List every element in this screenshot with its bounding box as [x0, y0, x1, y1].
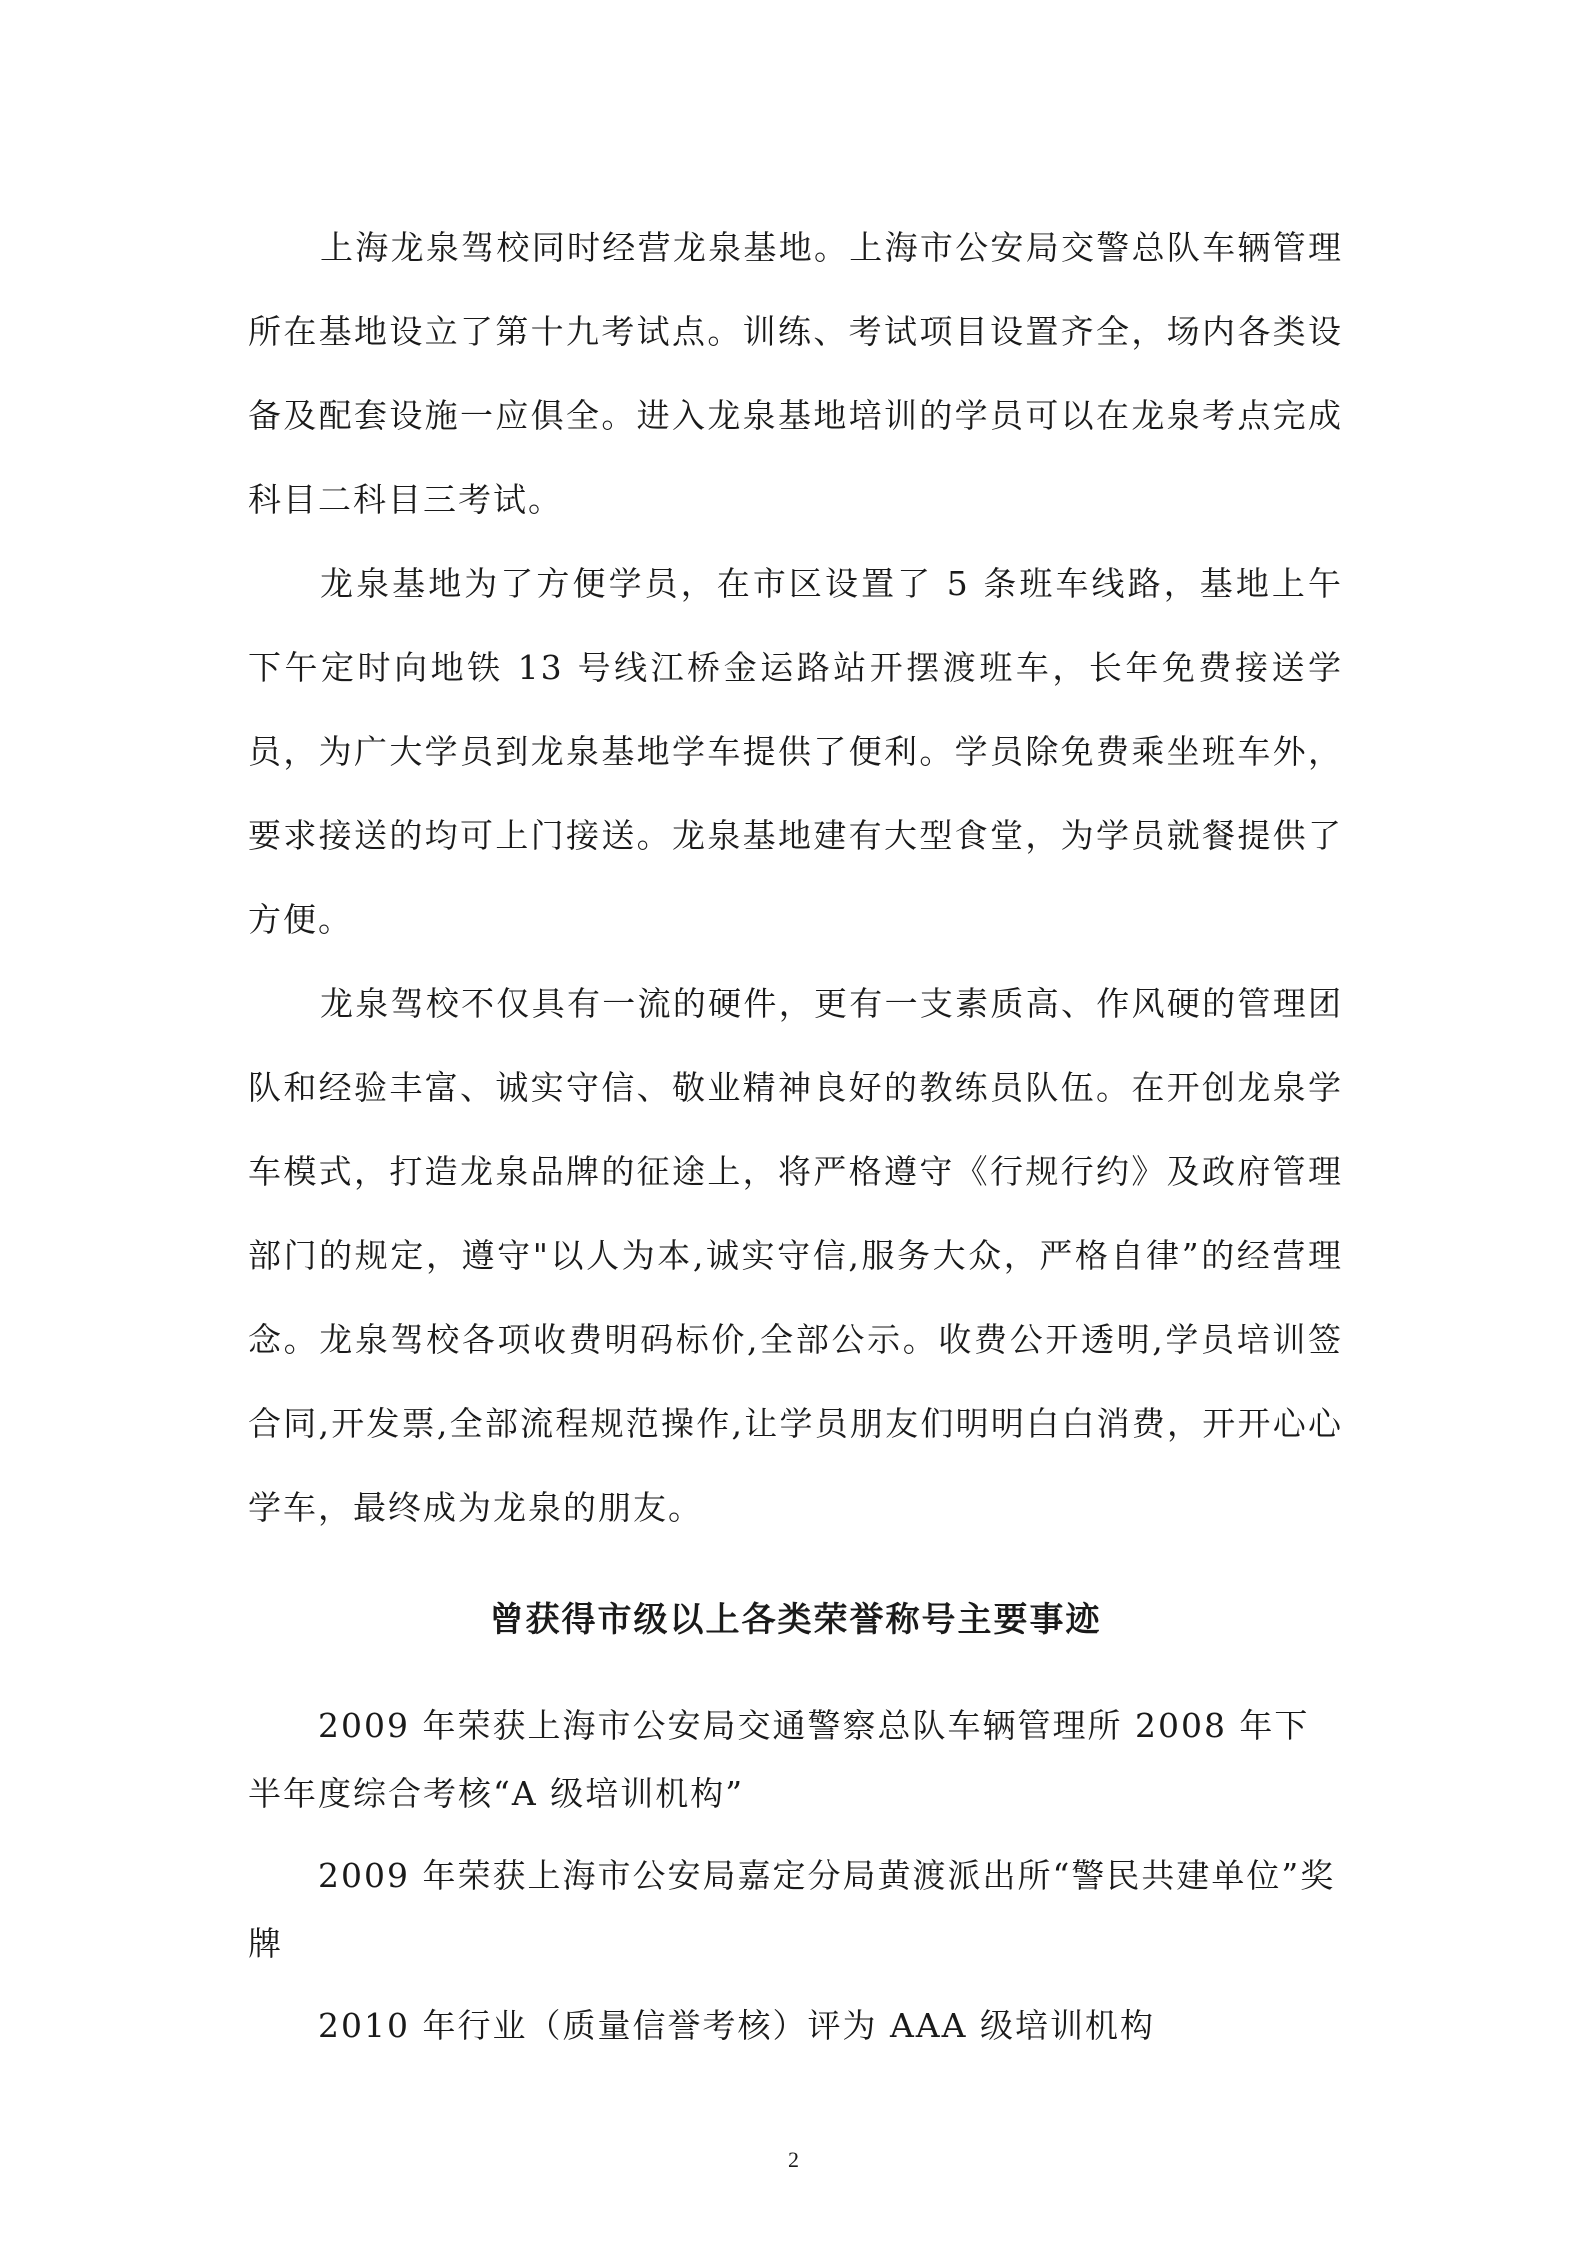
honor-item: 2010 年行业（质量信誉考核）评为 AAA 级培训机构 [318, 2006, 1155, 2045]
section-title: 曾获得市级以上各类荣誉称号主要事迹 [489, 1600, 1102, 1640]
page-content [248, 206, 1343, 2060]
honor-item: 2009 年荣获上海市公安局嘉定分局黄渡派出所“警民共建单位”奖牌 [248, 1856, 1336, 1963]
page-number: 2 [788, 2147, 799, 2172]
honor-item: 2009 年荣获上海市公安局交通警察总队车辆管理所 2008 年下半年度综合考核“A 级培训机构” [248, 1706, 1310, 1813]
body-paragraph: 上海龙泉驾校同时经营龙泉基地。上海市公安局交警总队车辆管理所在基地设立了第十九考试点。训练、考试项目设置齐全，场内各类设备及配套设施一应俱全。进入龙泉基地培训的学员可以在龙泉考点完成科目二科目三考试。 [248, 228, 1343, 519]
body-paragraph: 龙泉基地为了方便学员，在市区设置了 5 条班车线路，基地上午下午定时向地铁 13 号线江桥金运路站开摆渡班车，长年免费接送学员，为广大学员到龙泉基地学车提供了便利。学员除免费乘坐班车外，要求接送的均可上门接送。龙泉基地建有大型食堂，为学员就餐提供了方便。 [248, 564, 1343, 939]
body-paragraph: 龙泉驾校不仅具有一流的硬件，更有一支素质高、作风硬的管理团队和经验丰富、诚实守信、敬业精神良好的教练员队伍。在开创龙泉学车模式，打造龙泉品牌的征途上，将严格遵守《行规行约》及政府管理部门的规定，遵守"以人为本,诚实守信,服务大众，严格自律”的经营理念。龙泉驾校各项收费明码标价,全部公示。收费公开透明,学员培训签合同,开发票,全部流程规范操作,让学员朋友们明明白白消费，开开心心学车，最终成为龙泉的朋友。 [248, 984, 1343, 1527]
